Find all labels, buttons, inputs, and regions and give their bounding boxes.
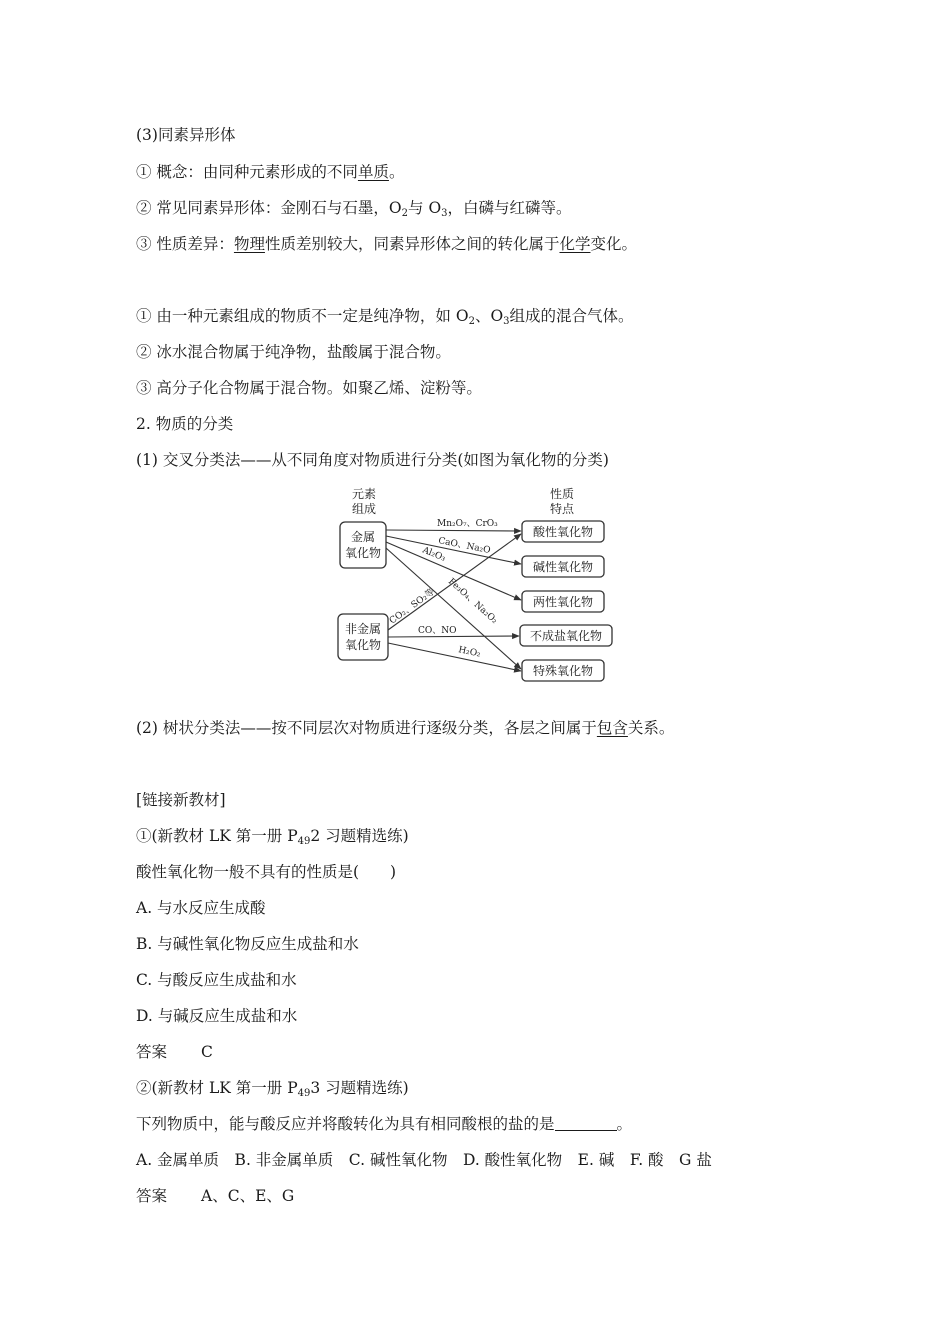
tree-text-post: 关系。	[627, 719, 675, 737]
subscript: 49	[297, 836, 311, 847]
arrow-metal-to-acidic	[386, 530, 521, 531]
note-text-a: ① 由一种元素组成的物质不一定是纯净物，如 O	[136, 307, 469, 325]
label-h2o2: H₂O₂	[457, 645, 482, 660]
question-1-stem: 酸性氧化物一般不具有的性质是( )	[136, 863, 397, 881]
q2-stem-text: 下列物质中，能与酸反应并将酸转化为具有相同酸根的盐的是	[136, 1115, 555, 1133]
property-text-pre: ③ 性质差异：	[136, 235, 234, 253]
subscript: 49	[297, 1088, 311, 1099]
oxide-classification-diagram	[332, 484, 622, 688]
note-line-3: ③ 高分子化合物属于混合物。如聚乙烯、淀粉等。	[136, 379, 482, 397]
property-difference-line	[136, 234, 637, 254]
concept-underlined-answer: 单质	[357, 163, 389, 181]
left-header-line-2: 组成	[351, 502, 377, 516]
q1-answer-value: C	[201, 1043, 213, 1061]
q1-answer-line	[136, 1042, 213, 1062]
underlined-answer-inclusion: 包含	[596, 719, 628, 737]
label-al2o3: Al₂O₃	[420, 545, 447, 564]
q1-source-pre: ①(新教材 LK 第一册 P	[136, 827, 298, 845]
concept-end: 。	[388, 163, 405, 181]
tree-text-pre: (2) 树状分类法——按不同层次对物质进行逐级分类，各层之间属于	[136, 719, 597, 737]
arrow-nonmetal-to-non-salt	[388, 636, 519, 637]
property-text-post: 变化。	[590, 235, 637, 253]
label-co2-so2: CO₂、SO₂等	[387, 587, 437, 627]
note-text-c: 组成的混合气体。	[509, 307, 634, 325]
label-co-no: CO、NO	[418, 626, 457, 636]
q2-stem-end: 。	[616, 1115, 633, 1133]
label-mn2o7-cro3: Mn₂O₇、CrO₃	[437, 519, 498, 529]
subscript: 3	[503, 316, 510, 327]
q1-option-c: C. 与酸反应生成盐和水	[136, 971, 297, 989]
subscript: 2	[401, 208, 409, 219]
allotropes-text-a: ② 常见同素异形体：金刚石与石墨，O	[136, 199, 402, 217]
note-text-b: 、O	[474, 307, 504, 325]
arrow-metal-to-amphoteric	[386, 542, 521, 600]
question-1-source	[136, 826, 409, 846]
cross-classification-line: (1) 交叉分类法——从不同角度对物质进行分类(如图为氧化物的分类)	[136, 451, 609, 469]
nonmetal-oxide-box	[338, 614, 388, 660]
concept-line	[136, 162, 404, 182]
property-text-mid: 性质差别较大，同素异形体之间的转化属于	[264, 235, 560, 253]
answer-label: 答案	[136, 1043, 168, 1061]
note-line-2: ② 冰水混合物属于纯净物，盐酸属于混合物。	[136, 343, 451, 361]
amphoteric-oxide-label: 两性氧化物	[532, 595, 594, 609]
metal-oxide-box	[340, 522, 386, 568]
metal-oxide-label-2: 氧化物	[344, 546, 382, 560]
special-oxide-label: 特殊氧化物	[532, 664, 594, 678]
question-2-stem	[136, 1114, 632, 1134]
allotropes-text-c: ，白磷与红磷等。	[447, 199, 572, 217]
q2-source-pre: ②(新教材 LK 第一册 P	[136, 1079, 298, 1097]
label-fe3o4-na2o2: Fe₃O₄、Na₂O₂	[445, 576, 500, 627]
concept-text: ① 概念：由同种元素形成的不同	[136, 163, 358, 181]
basic-oxide-label: 碱性氧化物	[532, 560, 594, 574]
section-heading-allotropes: (3)同素异形体	[136, 126, 236, 144]
answer-label: 答案	[136, 1187, 168, 1205]
link-heading: [链接新教材]	[136, 791, 226, 809]
q1-option-a: A. 与水反应生成酸	[136, 899, 266, 917]
subscript: 3	[441, 208, 448, 219]
nonmetal-oxide-label-1: 非金属	[344, 622, 382, 636]
answer-blank	[555, 1116, 617, 1131]
q1-source-post: 2 习题精选练)	[310, 827, 409, 845]
q2-options: A. 金属单质 B. 非金属单质 C. 碱性氧化物 D. 酸性氧化物 E. 碱 F. 酸 G 盐	[136, 1151, 712, 1169]
q2-answer-value: A、C、E、G	[201, 1187, 295, 1205]
acidic-oxide-label: 酸性氧化物	[532, 525, 594, 539]
left-header-line-1: 元素	[351, 487, 377, 501]
q1-option-b: B. 与碱性氧化物反应生成盐和水	[136, 935, 359, 953]
right-header-line-1: 性质	[549, 487, 575, 501]
note-line-1	[136, 306, 634, 326]
subscript: 2	[468, 316, 475, 327]
q2-source-post: 3 习题精选练)	[310, 1079, 409, 1097]
common-allotropes-line	[136, 198, 572, 218]
section-heading-classification: 2. 物质的分类	[136, 415, 234, 433]
right-header-line-2: 特点	[549, 502, 575, 516]
label-cao-na2o: CaO、Na₂O	[437, 536, 492, 557]
underlined-answer-physical: 物理	[233, 235, 265, 253]
arrow-nonmetal-to-special	[388, 643, 521, 671]
metal-oxide-label-1: 金属	[350, 530, 376, 544]
allotropes-text-b: 与 O	[408, 199, 442, 217]
nonmetal-oxide-label-2: 氧化物	[344, 638, 382, 652]
tree-classification-line	[136, 718, 674, 738]
underlined-answer-chemical: 化学	[559, 235, 591, 253]
question-2-source	[136, 1078, 409, 1098]
q1-option-d: D. 与碱反应生成盐和水	[136, 1007, 298, 1025]
q2-answer-line	[136, 1186, 294, 1206]
non-salt-forming-oxide-label: 不成盐氧化物	[529, 629, 603, 643]
